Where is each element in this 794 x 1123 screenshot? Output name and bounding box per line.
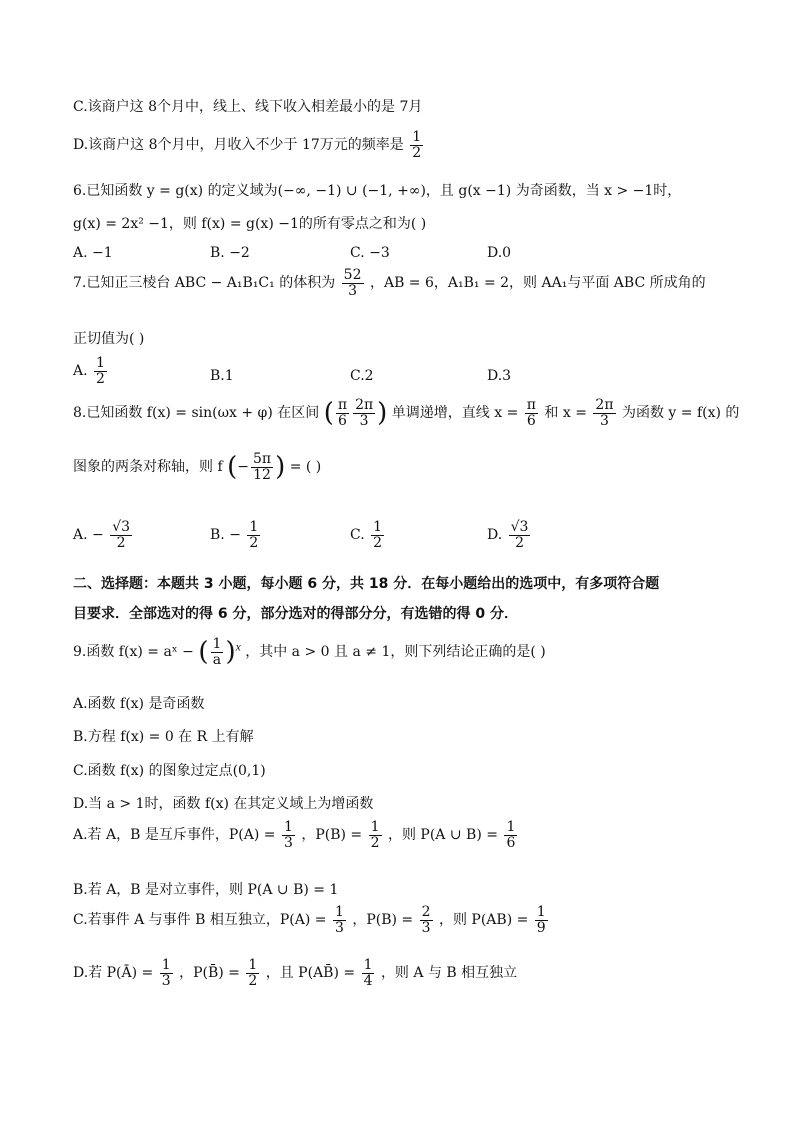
fraction-half: $\frac{1}{2}$ [96, 355, 105, 387]
q10-option-c: C.若事件 A 与事件 B 相互独立，P(A) = $\frac{1}{3}$ ，P(B) = $\frac{2}{3}$ ，则 P(AB) = $\frac{1}{9}$ [73, 904, 546, 936]
fraction-third: $\frac{1}{3}$ [161, 957, 171, 989]
q7-stem-line2: 正切值为( ) [73, 331, 145, 347]
q8-stem-text-5: 图象的两条对称轴，则 f [73, 459, 223, 476]
q9-stem-text-2: ，其中 a > 0 且 a ≠ 1，则下列结论正确的是( ) [245, 644, 546, 661]
fraction-third: $\frac{1}{3}$ [283, 819, 293, 851]
q7-stem-text: 7.已知正三棱台 ABC − A₁B₁C₁ 的体积为 [73, 275, 336, 292]
q7-option-d: D.3 [487, 368, 512, 384]
fraction-half: $\frac{1}{2}$ [412, 129, 422, 161]
q10-option-d-text: D.若 P(Ā) = [73, 965, 154, 982]
q8-stem-text: 8.已知函数 f(x) = sin(ωx + φ) 在区间 [73, 405, 320, 422]
fraction-2pi-3: $\frac{2\pi}{3}$ [595, 397, 614, 429]
fraction-ninth: $\frac{1}{9}$ [536, 904, 546, 936]
fraction-half: $\frac{1}{2}$ [370, 819, 380, 851]
q9-stem-text: 9.函数 f(x) = aˣ − [73, 644, 194, 661]
q8-option-c: C. $\frac{1}{2}$ [350, 519, 383, 551]
q8-option-a: A. − $\frac{√3}{2}$ [73, 519, 131, 551]
q10-option-c-text: C.若事件 A 与事件 B 相互独立，P(A) = [73, 912, 327, 929]
fraction-half: $\frac{1}{2}$ [248, 957, 258, 989]
q7-option-a: A. $\frac{1}{2}$ [73, 355, 105, 387]
q8-option-d: D. $\frac{√3}{2}$ [487, 519, 529, 551]
q10-option-b: B.若 A，B 是对立事件，则 P(A ∪ B) = 1 [73, 882, 339, 898]
section-2-heading-line2: 目要求．全部选对的得 6 分，部分选对的得部分分，有选错的得 0 分． [73, 606, 518, 622]
q8-stem-text-6: = ( ) [289, 459, 322, 476]
q8-stem-line2: 图象的两条对称轴，则 f (− $\frac{5\pi}{12}$ ) = ( ) [73, 451, 322, 483]
q6-option-b: B. −2 [210, 245, 250, 261]
q8-option-b: B. − $\frac{1}{2}$ [210, 519, 259, 551]
q7-option-c: C.2 [350, 368, 374, 384]
q9-option-c: C.函数 f(x) 的图象过定点(0,1) [73, 763, 266, 779]
q8-stem-text-4: 为函数 y = f(x) 的 [621, 405, 740, 422]
fraction-pi-6: $\frac{\pi}{6}$ [526, 397, 536, 429]
fraction-sqrt3-2: $\frac{√3}{2}$ [112, 519, 131, 551]
fraction-sqrt3-2: $\frac{√3}{2}$ [510, 519, 529, 551]
fraction-two-thirds: $\frac{2}{3}$ [421, 904, 431, 936]
q8-stem-text-3: 和 x = [544, 405, 587, 422]
q7-option-b: B.1 [210, 368, 234, 384]
q9-option-d: D.当 a > 1时，函数 f(x) 在其定义域上为增函数 [73, 796, 374, 812]
fraction-half: $\frac{1}{2}$ [373, 519, 383, 551]
q7-stem-line1 [73, 268, 706, 298]
q9-stem: 9.函数 f(x) = aˣ − ( $\frac{1}{a}$ )$^x$ ，其中 a > 0 且 a ≠ 1，则下列结论正确的是( ) [73, 636, 546, 668]
q10-option-a-text: A.若 A，B 是互斥事件，P(A) = [73, 827, 276, 844]
fraction-sixth: $\frac{1}{6}$ [506, 819, 516, 851]
fraction-5pi-12: $\frac{5\pi}{12}$ [252, 451, 272, 483]
q5-option-d-text: D.该商户这 8个月中，月收入不少于 17万元的频率是 [73, 137, 404, 154]
fraction-third: $\frac{1}{3}$ [334, 904, 344, 936]
q9-option-a: A.函数 f(x) 是奇函数 [73, 696, 205, 712]
q10-option-d: D.若 P(Ā) = $\frac{1}{3}$ ，P(B̄) = $\frac{1}{2}$ ，且 P(AB̄) = $\frac{1}{4}$ ，则 A 与 B 相互独立 [73, 957, 518, 989]
q6-option-c: C. −3 [350, 245, 390, 261]
q6-option-d: D.0 [487, 245, 512, 261]
fraction-quarter: $\frac{1}{4}$ [363, 957, 373, 989]
section-2-heading-line1: 二、选择题：本题共 3 小题，每小题 6 分，共 18 分．在每小题给出的选项中，有多项符合题 [73, 576, 660, 592]
q6-option-a: A. −1 [73, 245, 113, 261]
q10-option-a: A.若 A，B 是互斥事件，P(A) = $\frac{1}{3}$ ，P(B) = $\frac{1}{2}$ ，则 P(A ∪ B) = $\frac{1}{6}$ [73, 819, 516, 851]
q8-stem-line1: 8.已知函数 f(x) = sin(ωx + φ) 在区间 ( $\frac{\pi}{6}$ $\frac{2\pi}{3}$ ) 单调递增，直线 x = $\frac{\pi}{6}$ 和 x = $\frac{2\pi}{3}$ 为函数 y = f(x) 的 [73, 397, 740, 429]
q8-stem-text-2: 单调递增，直线 x = [391, 405, 519, 422]
q9-option-b: B.方程 f(x) = 0 在 R 上有解 [73, 729, 254, 745]
q5-option-d [73, 130, 425, 160]
fraction-2pi-3: $\frac{2\pi}{3}$ [355, 397, 374, 429]
q7-stem-text-cont: ，AB = 6，A₁B₁ = 2，则 AA₁与平面 ABC 所成角的 [369, 275, 706, 292]
q6-stem-line2: g(x) = 2x² −1，则 f(x) = g(x) −1的所有零点之和为( ) [73, 216, 427, 232]
fraction-1-a: $\frac{1}{a}$ [212, 636, 222, 668]
q5-option-c: C.该商户这 8个月中，线上、线下收入相差最小的是 7月 [73, 99, 423, 115]
fraction-half: $\frac{1}{2}$ [249, 519, 259, 551]
q6-stem-line1: 6.已知函数 y = g(x) 的定义域为(−∞, −1) ∪ (−1, +∞)，且 g(x −1) 为奇函数，当 x > −1时， [73, 183, 682, 199]
fraction-pi-6: $\frac{\pi}{6}$ [337, 397, 348, 429]
fraction-52-3: $\frac{52}{3}$ [343, 267, 362, 299]
